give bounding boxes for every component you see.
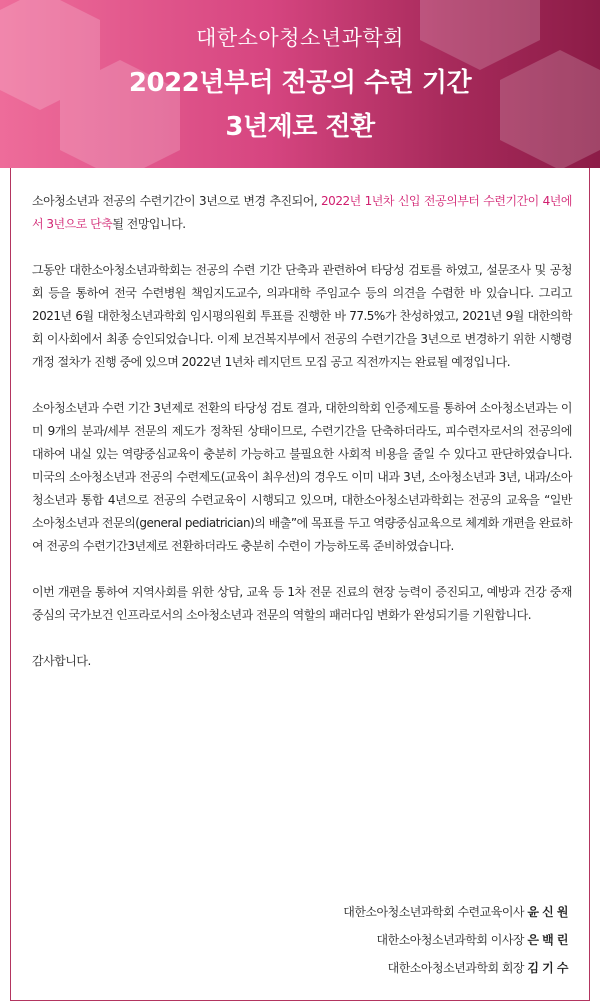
paragraph-3: 소아청소년과 수련 기간 3년제로 전환의 타당성 검토 결과, 대한의학회 인증제도를 통하여 소아청소년과는 이미 9개의 분과/세부 전문의 제도가 정착된 상태이므로, 수련기간을 단축하더라도, 피수련자로서의 전공의에 대하여 내실 있는 역량중심교육이 충분히 가능하고 불필요한 사회적 비용을 줄일 수 있다고 판단하였습니다. 미국의 소아청소년과 전공의 수련제도(교육이 최우선)의 경우도 이미 내과 3년, 소아청소년과 3년, 내과/소아청소년과 통합 4년으로 전공의 수련교육이 시행되고 있으며, 대한소아청소년과학회는 전공의 교육을 “일반 소아청소년과 전문의(general pediatrician)의 배출”에 목표를 두고 역량중심교육으로 체계화 개편을 완료하여 전공의 수련기간3년제로 전환하더라도 충분히 수련이 가능하도록 준비하였습니다. bbox=[32, 401, 572, 553]
headline-line-2: 3년제로 전환 bbox=[225, 112, 375, 142]
signature-name: 김 기 수 bbox=[527, 961, 568, 975]
paragraph-1-tail: 될 전망입니다. bbox=[112, 217, 186, 231]
header-banner bbox=[0, 0, 600, 168]
closing-text: 감사합니다. bbox=[32, 654, 91, 668]
paragraph-2: 그동안 대한소아청소년과학회는 전공의 수련 기간 단축과 관련하여 타당성 검토를 하였고, 설문조사 및 공청회 등을 통하여 전국 수련병원 책임지도교수, 의과대학 주임교수 등의 의견을 수렴한 바 있습니다. 그리고 2021년 6월 대한청소년과학회 임시평의원회 투표를 진행한 바 77.5%가 찬성하였고, 2021년 9월 대한의학회 이사회에서 최종 승인되었습니다. 이제 보건복지부에서 전공의 수련기간을 3년으로 변경하기 위한 시행령 개정 절차가 진행 중에 있으며 2022년 1년차 레지던트 모집 공고 직전까지는 완료될 예정입니다. bbox=[32, 263, 572, 369]
signature-line bbox=[168, 954, 568, 982]
signature-block bbox=[168, 898, 568, 982]
signature-line bbox=[168, 898, 568, 926]
signature-title: 대한소아청소년과학회 수련교육이사 bbox=[343, 905, 525, 919]
paragraph-1-lead: 소아청소년과 전공의 수련기간이 3년으로 변경 추진되어, bbox=[32, 194, 322, 208]
signature-title: 대한소아청소년과학회 이사장 bbox=[376, 933, 525, 947]
signature-line bbox=[168, 926, 568, 954]
headline-line-1: 2022년부터 전공의 수련 기간 bbox=[128, 68, 472, 98]
signature-name: 윤 신 원 bbox=[527, 905, 568, 919]
signature-title: 대한소아청소년과학회 회장 bbox=[387, 961, 525, 975]
paragraph-1 bbox=[32, 190, 572, 236]
paragraph-1-highlight: 2022년 1년차 신입 전공의부터 수련기간이 4년에서 3년으로 단축 bbox=[32, 194, 572, 231]
article-body bbox=[32, 190, 572, 696]
organization-name: 대한소아청소년과학회 bbox=[196, 26, 404, 50]
signature-name: 은 백 린 bbox=[527, 933, 568, 947]
paragraph-4: 이번 개편을 통하여 지역사회를 위한 상담, 교육 등 1차 전문 진료의 현장 능력이 증진되고, 예방과 건강 중재 중심의 국가보건 인프라로서의 소아청소년과 전문의 역할의 패러다임 변화가 완성되기를 기원합니다. bbox=[32, 585, 572, 622]
